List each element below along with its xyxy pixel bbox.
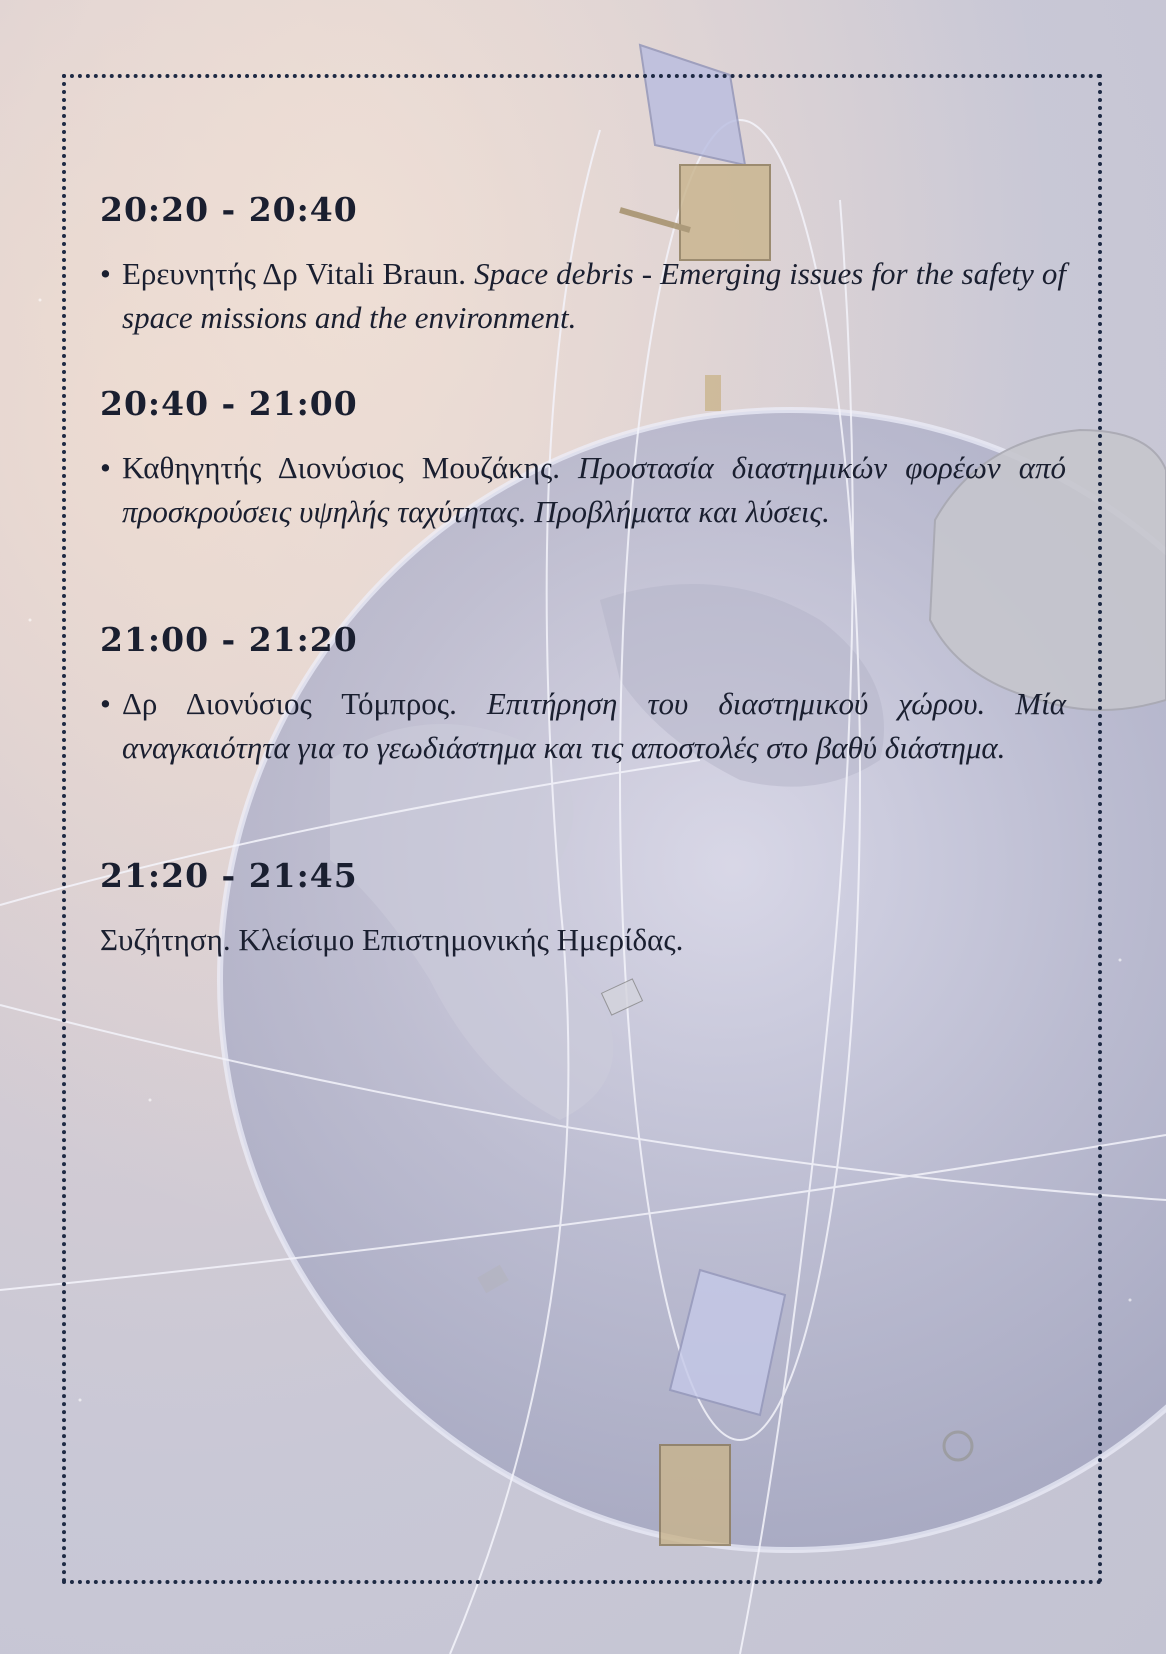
talk-speaker: Δρ Διονύσιος Τόμπρος. [122, 686, 457, 721]
talk-title: Space debris - Emerging issues for the safety of space missions and the environment. [122, 256, 1067, 335]
slot-time: 21:20 - 21:45 [100, 856, 358, 895]
slot-time: 20:20 - 20:40 [100, 190, 358, 229]
bullet: • [100, 450, 111, 485]
schedule-slot [100, 384, 1066, 534]
schedule-slot [100, 190, 1066, 340]
schedule-slot [100, 856, 1066, 962]
talk-entry [100, 682, 1066, 770]
talk-title: Επιτήρηση του διαστημικού χώρου. Μία αναγκαιότητα για το γεωδιάστημα και τις αποστολές στο βαθύ διάστημα. [122, 686, 1067, 765]
bullet: • [100, 256, 111, 291]
talk-speaker: Καθηγητής Διονύσιος Μουζάκης. [122, 450, 560, 485]
talk-entry [100, 446, 1066, 534]
talk-speaker: Ερευνητής Δρ Vitali Braun. [122, 256, 467, 291]
bullet: • [100, 686, 111, 721]
slot-time: 20:40 - 21:00 [100, 384, 358, 423]
talk-title: Προστασία διαστημικών φορέων από προσκρούσεις υψηλής ταχύτητας. Προβλήματα και λύσεις. [122, 450, 1066, 529]
closing-text: Συζήτηση. Κλείσιμο Επιστημονικής Ημερίδας. [100, 922, 684, 957]
slot-time: 21:00 - 21:20 [100, 620, 358, 659]
talk-entry [100, 252, 1066, 340]
schedule-slot [100, 620, 1066, 770]
